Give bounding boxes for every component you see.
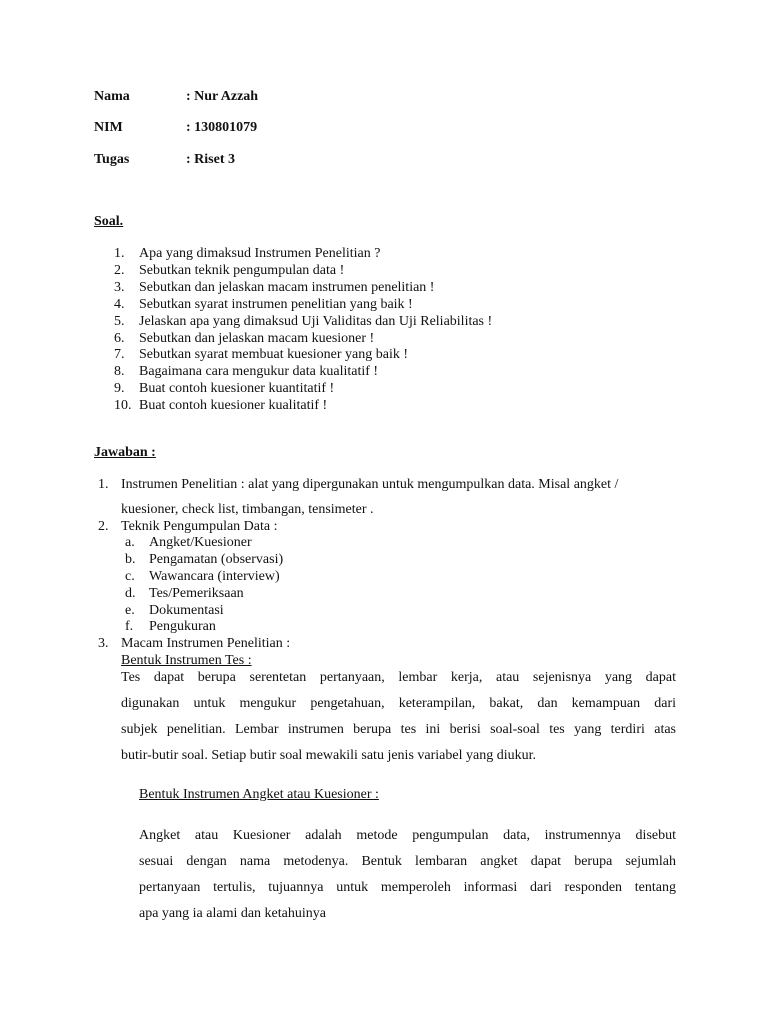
answer-number: 2.: [98, 519, 109, 534]
answer-1-line: Instrumen Penelitian : alat yang dipergunakan untuk mengumpulkan data. Misal angket /: [121, 477, 619, 492]
angket-line: apa yang ia alami dan ketahuinya: [139, 906, 326, 921]
answer-3-title: Macam Instrumen Penelitian :: [121, 636, 291, 651]
tugas-value: : Riset 3: [186, 152, 235, 167]
nim-value: : 130801079: [186, 120, 258, 135]
soal-item: Jelaskan apa yang dimaksud Uji Validitas dan Uji Reliabilitas !: [139, 314, 493, 329]
answer-1-line: kuesioner, check list, timbangan, tensimeter .: [121, 502, 374, 517]
soal-number: 3.: [114, 280, 125, 295]
tugas-label: Tugas: [94, 152, 130, 167]
tes-paragraph: [121, 665, 676, 769]
tes-line: Tes dapat berupa serentetan pertanyaan, lembar kerja, atau sejenisnya yang dapat: [121, 670, 676, 685]
soal-item: Sebutkan syarat membuat kuesioner yang baik !: [139, 347, 409, 362]
tes-line: subjek penelitian. Lembar instrumen berupa tes ini berisi soal-soal tes yang terdiri atas: [121, 722, 676, 737]
technique-letter: f.: [125, 619, 134, 634]
nama-value: : Nur Azzah: [186, 89, 259, 104]
soal-number: 7.: [114, 347, 125, 362]
angket-heading: Bentuk Instrumen Angket atau Kuesioner :: [139, 787, 379, 802]
angket-line: sesuai dengan nama metodenya. Bentuk lembaran angket dapat berupa sejumlah: [139, 854, 676, 869]
tes-line: digunakan untuk mengukur pengetahuan, keterampilan, bakat, dan kemampuan dari: [121, 696, 676, 711]
soal-item: Sebutkan dan jelaskan macam instrumen penelitian !: [139, 280, 435, 295]
soal-number: 10.: [114, 398, 132, 413]
nama-label: Nama: [94, 89, 130, 104]
technique-letter: e.: [125, 603, 135, 618]
technique-item: Pengamatan (observasi): [149, 552, 284, 567]
technique-letter: a.: [125, 535, 135, 550]
soal-item: Sebutkan syarat instrumen penelitian yang baik !: [139, 297, 413, 312]
soal-heading: Soal.: [94, 214, 124, 229]
tes-heading: Bentuk Instrumen Tes :: [121, 653, 252, 668]
soal-number: 4.: [114, 297, 125, 312]
soal-item: Buat contoh kuesioner kualitatif !: [139, 398, 328, 413]
soal-number: 6.: [114, 331, 125, 346]
technique-letter: c.: [125, 569, 135, 584]
answer-number: 3.: [98, 636, 109, 651]
nim-label: NIM: [94, 120, 123, 135]
jawaban-heading: Jawaban :: [94, 445, 156, 460]
soal-number: 9.: [114, 381, 125, 396]
angket-paragraph: [139, 823, 676, 927]
soal-item: Apa yang dimaksud Instrumen Penelitian ?: [139, 246, 381, 261]
angket-line: pertanyaan tertulis, tujuannya untuk memperoleh informasi dari responden tentang: [139, 880, 676, 895]
technique-letter: b.: [125, 552, 136, 567]
soal-item: Bagaimana cara mengukur data kualitatif !: [139, 364, 379, 379]
technique-item: Dokumentasi: [149, 603, 224, 618]
soal-number: 1.: [114, 246, 125, 261]
soal-item: Sebutkan teknik pengumpulan data !: [139, 263, 345, 278]
soal-number: 2.: [114, 263, 125, 278]
technique-item: Wawancara (interview): [149, 569, 280, 584]
answer-number: 1.: [98, 477, 109, 492]
soal-item: Sebutkan dan jelaskan macam kuesioner !: [139, 331, 375, 346]
tes-line: butir-butir soal. Setiap butir soal mewakili satu jenis variabel yang diukur.: [121, 748, 536, 763]
technique-item: Pengukuran: [149, 619, 216, 634]
soal-number: 5.: [114, 314, 125, 329]
technique-letter: d.: [125, 586, 136, 601]
soal-item: Buat contoh kuesioner kuantitatif !: [139, 381, 335, 396]
answer-2-title: Teknik Pengumpulan Data :: [121, 519, 278, 534]
technique-item: Angket/Kuesioner: [149, 535, 252, 550]
technique-item: Tes/Pemeriksaan: [149, 586, 244, 601]
angket-line: Angket atau Kuesioner adalah metode pengumpulan data, instrumennya disebut: [139, 828, 676, 843]
soal-number: 8.: [114, 364, 125, 379]
